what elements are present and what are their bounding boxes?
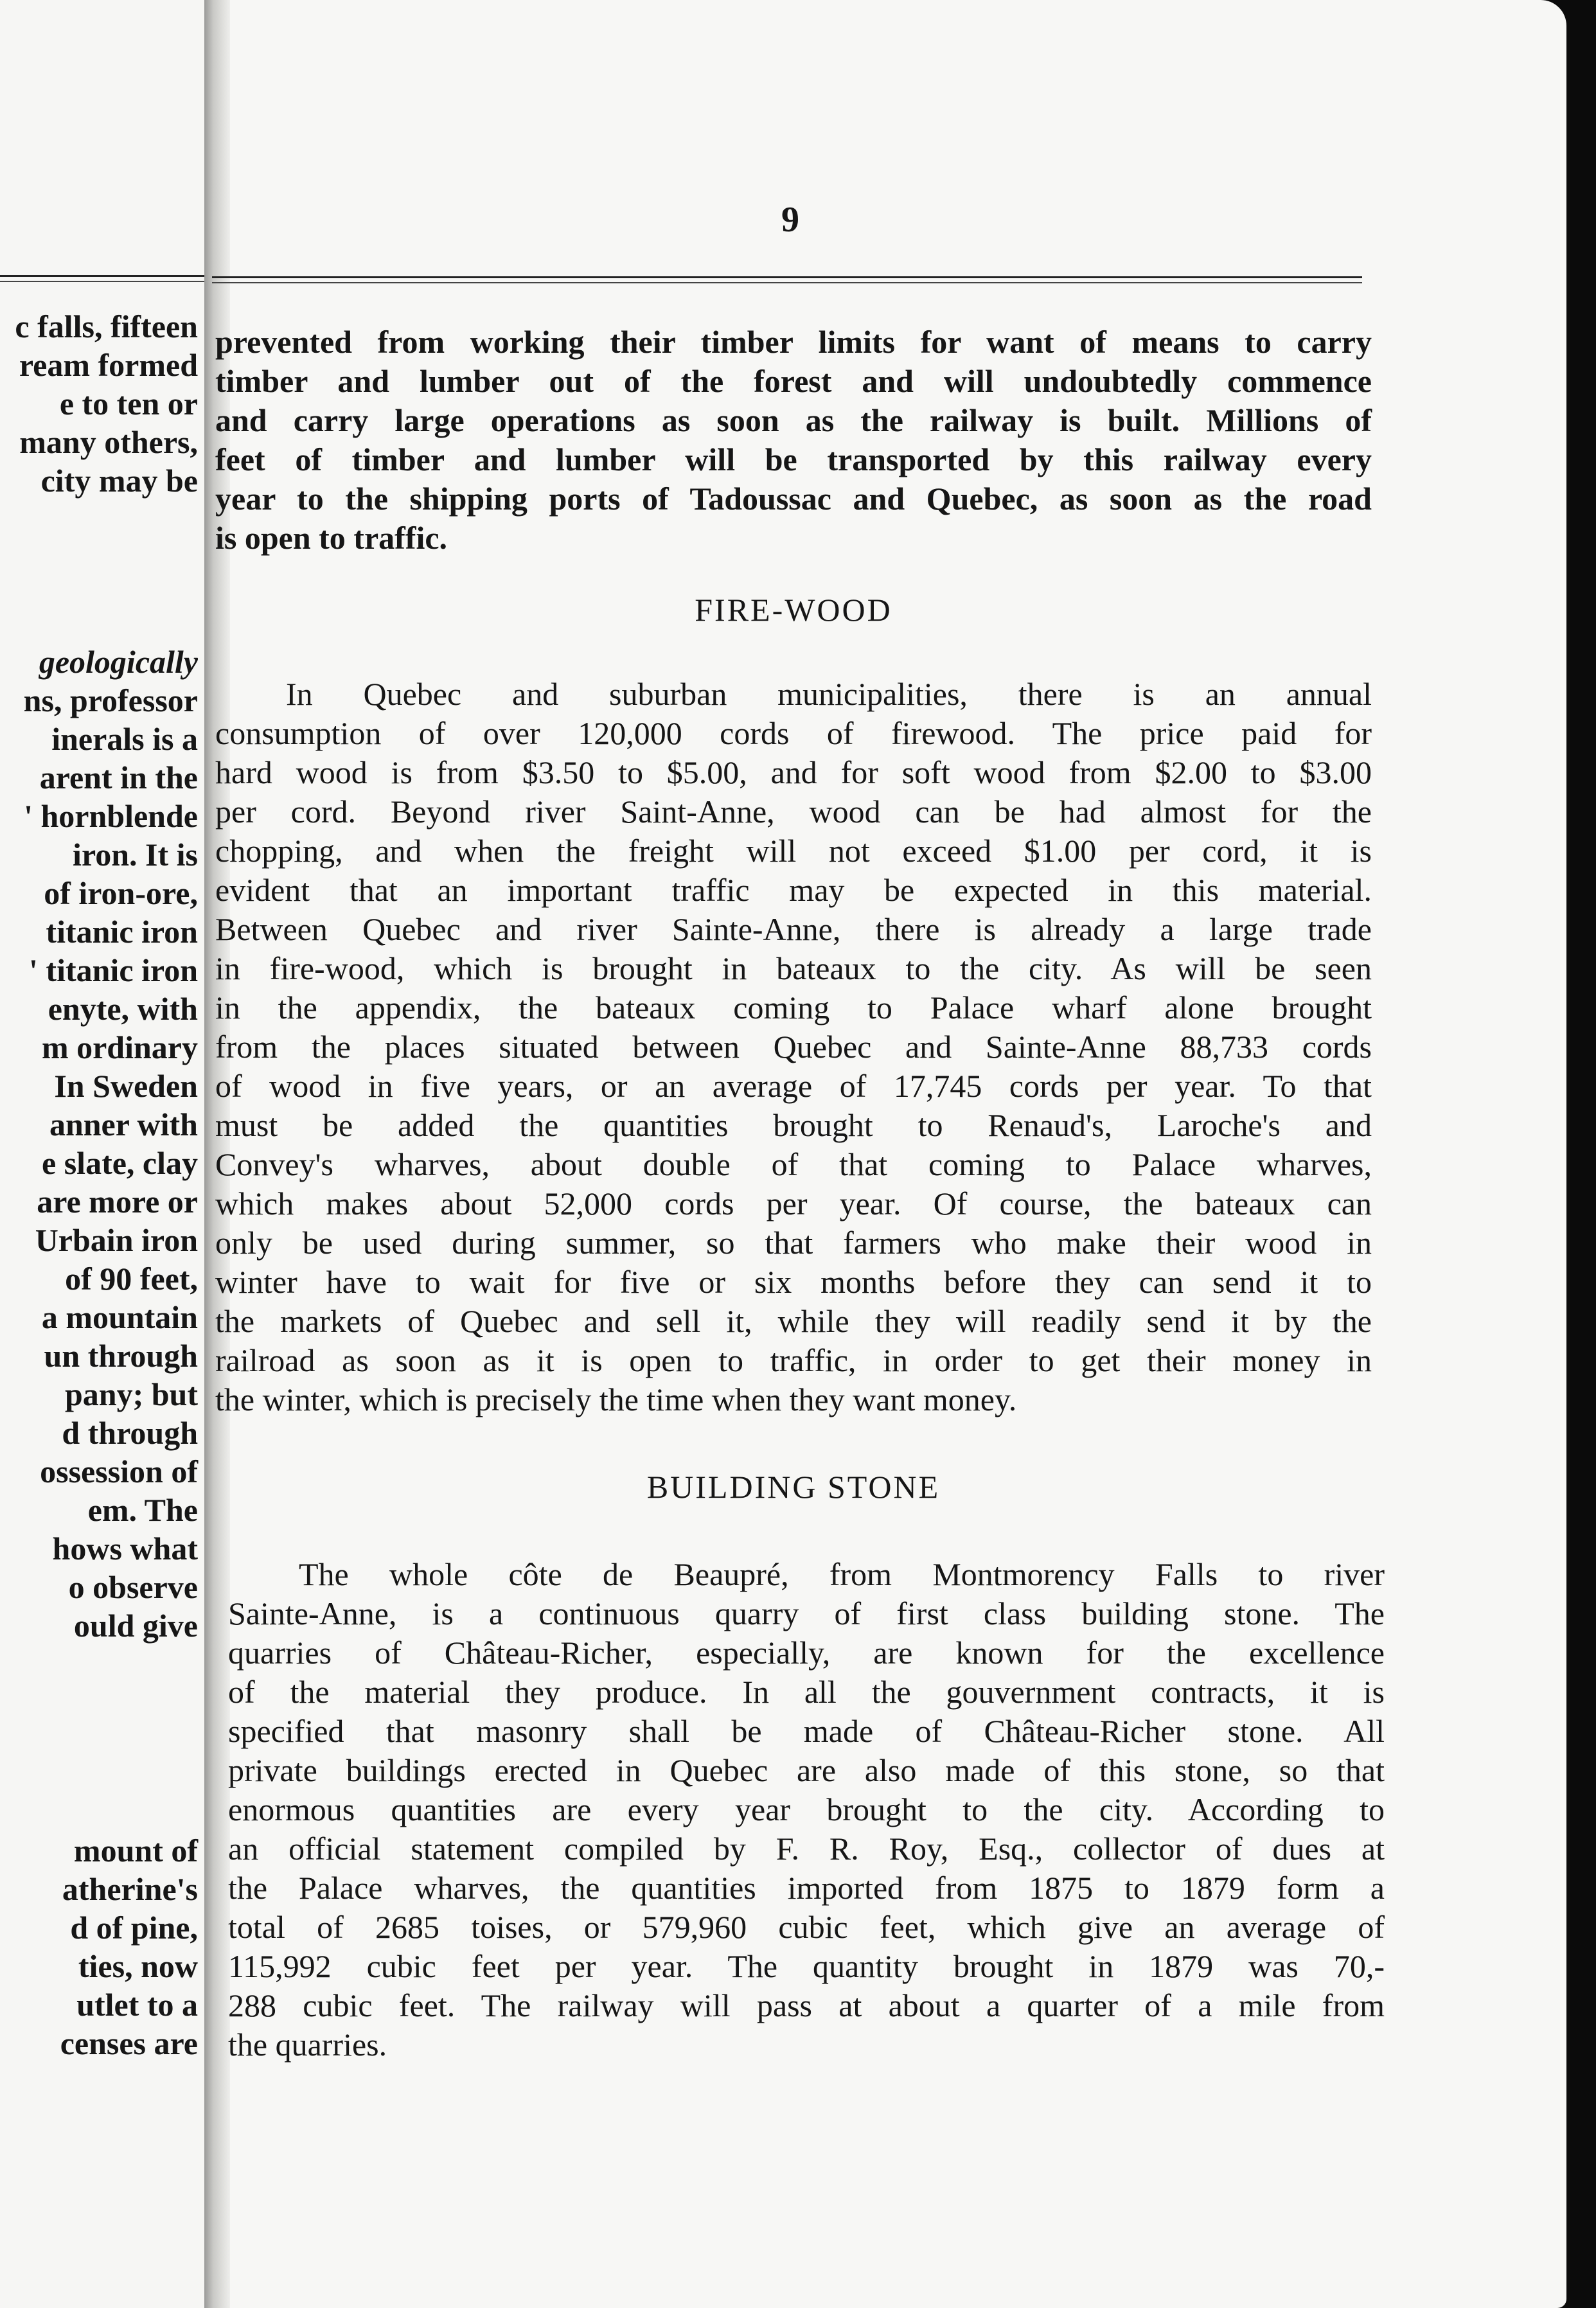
text-line: in fire-wood, which is brought in bateaux to the city. As will be seen: [215, 950, 1372, 986]
left-line: c falls, fifteen: [15, 308, 198, 344]
left-line: ns, professor: [23, 682, 198, 718]
left-line: of 90 feet,: [65, 1261, 198, 1297]
left-line: inerals is a: [51, 721, 198, 757]
text-line: The whole côte de Beaupré, from Montmorency Falls to river: [299, 1556, 1385, 1592]
text-line: quarries of Château-Richer, especially, are known for the excellence: [228, 1635, 1385, 1671]
text-line: only be used during summer, so that farmers who make their wood in: [215, 1225, 1372, 1261]
text-line: private buildings erected in Quebec are also made of this stone, so that: [228, 1752, 1385, 1788]
left-line: anner with: [49, 1106, 198, 1142]
text-line: enormous quantities are every year brought to the city. According to: [228, 1791, 1385, 1827]
left-line: ossession of: [40, 1453, 198, 1489]
left-block-1: [15, 307, 198, 500]
left-line: are more or: [37, 1184, 198, 1220]
text-line: must be added the quantities brought to Renaud's, Laroche's and: [215, 1107, 1372, 1143]
page-number: 9: [781, 200, 799, 240]
left-line: Urbain iron: [35, 1222, 198, 1258]
left-line: enyte, with: [48, 991, 198, 1027]
left-line-italic: geologically: [39, 644, 198, 680]
text-line: of wood in five years, or an average of 17,745 cords per year. To that: [215, 1068, 1372, 1104]
text-line: Convey's wharves, about double of that coming to Palace wharves,: [215, 1146, 1372, 1182]
left-line: ould give: [73, 1608, 198, 1644]
text-line: hard wood is from $3.50 to $5.00, and for soft wood from $2.00 to $3.00: [215, 754, 1372, 790]
left-line: o observe: [68, 1569, 198, 1605]
text-line: in the appendix, the bateaux coming to Palace wharf alone brought: [215, 990, 1372, 1025]
text-line: consumption of over 120,000 cords of firewood. The price paid for: [215, 715, 1372, 751]
left-line: d through: [62, 1415, 198, 1451]
text-line: is open to traffic.: [215, 520, 448, 556]
building-stone-paragraph: [228, 1555, 1385, 2064]
text-line: an official statement compiled by F. R. Roy, Esq., collector of dues at: [228, 1831, 1385, 1867]
text-line: Sainte-Anne, is a continuous quarry of first class building stone. The: [228, 1595, 1385, 1631]
text-line: and carry large operations as soon as the railway is built. Millions of: [215, 402, 1372, 438]
left-block-2: [24, 643, 198, 1645]
text-line: railroad as soon as it is open to traffic, in order to get their money in: [215, 1342, 1372, 1378]
text-line: of the material they produce. In all the gouvernment contracts, it is: [228, 1674, 1385, 1710]
text-line: the Palace wharves, the quantities imported from 1875 to 1879 form a: [228, 1870, 1385, 1906]
text-line: 288 cubic feet. The railway will pass at about a quarter of a mile from: [228, 1987, 1385, 2023]
left-line: ream formed: [19, 347, 198, 383]
text-line: winter have to wait for five or six months before they can send it to: [215, 1264, 1372, 1300]
left-line: e to ten or: [59, 386, 198, 422]
left-line: em. The: [87, 1492, 198, 1528]
text-line: evident that an important traffic may be expected in this material.: [215, 872, 1372, 908]
text-line: per cord. Beyond river Saint-Anne, wood can be had almost for the: [215, 794, 1372, 830]
left-page-fragment: [0, 0, 204, 2308]
header-rule: [212, 276, 1362, 283]
left-block-3: [60, 1831, 198, 2063]
left-line: censes are: [60, 2025, 198, 2061]
left-line: d of pine,: [70, 1910, 198, 1946]
left-line: ' hornblende: [24, 798, 198, 834]
text-line: chopping, and when the freight will not exceed $1.00 per cord, it is: [215, 833, 1372, 869]
left-line: m ordinary: [41, 1029, 198, 1065]
text-line: which makes about 52,000 cords per year. Of course, the bateaux can: [215, 1185, 1372, 1221]
text-line: the quarries.: [228, 2027, 387, 2063]
left-line: pany; but: [64, 1376, 198, 1412]
intro-paragraph: [215, 323, 1372, 558]
left-line: arent in the: [39, 759, 198, 795]
left-line: many others,: [19, 424, 198, 460]
left-line: e slate, clay: [42, 1145, 198, 1181]
section-heading-building-stone: BUILDING STONE: [646, 1469, 941, 1505]
left-line: In Sweden: [54, 1068, 198, 1104]
left-line: titanic iron: [46, 914, 198, 950]
text-line: year to the shipping ports of Tadoussac and Quebec, as soon as the road: [215, 481, 1372, 517]
left-line: iron. It is: [73, 837, 198, 873]
text-line: In Quebec and suburban municipalities, there is an annual: [286, 676, 1372, 712]
left-line: of iron-ore,: [44, 875, 198, 911]
text-line: prevented from working their timber limits for want of means to carry: [215, 324, 1372, 360]
left-line: hows what: [52, 1531, 198, 1567]
text-line: specified that masonry shall be made of Château-Richer stone. All: [228, 1713, 1385, 1749]
text-line: feet of timber and lumber will be transported by this railway every: [215, 441, 1372, 477]
left-line: mount of: [73, 1833, 198, 1869]
text-line: from the places situated between Quebec and Sainte-Anne 88,733 cords: [215, 1029, 1372, 1065]
text-line: timber and lumber out of the forest and will undoubtedly commence: [215, 363, 1372, 399]
left-line: atherine's: [62, 1871, 198, 1907]
left-line: utlet to a: [76, 1987, 198, 2023]
firewood-paragraph: [215, 675, 1372, 1419]
left-line: ' titanic iron: [29, 952, 198, 988]
left-page-rule: [0, 275, 204, 282]
text-line: the markets of Quebec and sell it, while they will readily send it by the: [215, 1303, 1372, 1339]
left-line: un through: [44, 1338, 198, 1374]
left-line: ties, now: [78, 1948, 198, 1984]
section-heading-firewood: FIRE-WOOD: [695, 592, 892, 628]
left-line: city may be: [40, 463, 198, 499]
text-line: total of 2685 toises, or 579,960 cubic feet, which give an average of: [228, 1909, 1385, 1945]
text-line: Between Quebec and river Sainte-Anne, there is already a large trade: [215, 911, 1372, 947]
left-line: a mountain: [41, 1299, 198, 1335]
text-line: 115,992 cubic feet per year. The quantity brought in 1879 was 70,-: [228, 1948, 1385, 1984]
text-line: the winter, which is precisely the time when they want money.: [215, 1381, 1017, 1417]
